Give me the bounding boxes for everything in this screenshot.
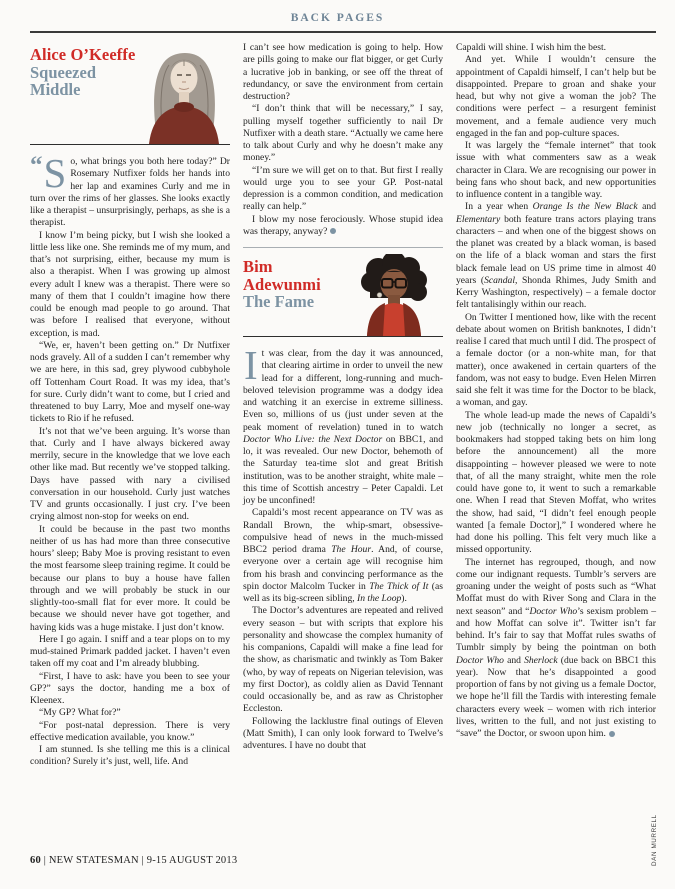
page-number: 60: [30, 855, 41, 866]
paragraph: In a year when Orange Is the New Black and Elementary both feature trans actors playing trans characters – and when one of the biggest shows on the planet was created by a black woman, is based on the life of a black woman and stars the first black female lead on US prime time in almost 40 years (Scandal, Shonda Rhimes, Judy Smith and Kerry Washington, respectively) – a female doctor felt tantalisingly within our reach.: [456, 201, 656, 311]
paragraph: “My GP? What for?”: [39, 707, 121, 719]
paragraph: “First, I have to ask: have you been to see your GP?” says the doctor, handing me a box of Kleenex.: [30, 670, 230, 706]
end-of-article-dot: [330, 228, 336, 234]
paragraph: I am stunned. Is she telling me this is a clinical condition? Surely it’s just, well, life. And: [30, 744, 230, 768]
paragraph: The internet has regrouped, though, and now come our indignant requests. Tumblr’s servers are groaning under the weight of posts such as “What Moffat must do with River Song and Clara in the next season” and “Doctor Who’s sexism problem – and how Moffat can solve it”. Twitter isn’t far behind. It’s fair to say that Moffat rules swaths of Tumblr simply by being the pointman on both Doctor Who and Sherlock (due back on BBC1 this year). Now that he’s disappointed a good proportion of fans by not giving us a female Doctor, we hope he’ll fill the Tardis with interesting female characters every week – women with rich interior lives, written to the full, and not just existing to “save” the Doctor, or swoon upon him.: [456, 556, 656, 739]
article-body: [30, 145, 230, 769]
paragraph: I can’t see how medication is going to help. How are pills going to make our flat bigger, or get Curly a lucrative job in banking, or see off the threat of redundancy, or save the environment from certain destruction?: [243, 42, 443, 102]
column-3: [456, 42, 656, 740]
paragraph: I blow my nose ferociously. Whose stupid idea was therapy, anyway?: [243, 213, 443, 237]
paragraph: On Twitter I mentioned how, like with the recent debate about women on British banknotes, I didn’t realise I cared that much until I did. The prospect of a female doctor (or a non-white man, for that matter), once awakened in certain quarters of the fandom, was not easy to budge. Even Helen Mirren said she felt it was time for the Doctor to be black, a woman, and gay.: [456, 311, 656, 409]
paragraph: “ S o, what brings you both here today?” Dr Rosemary Nutfixer folds her hands into her lap and examines Curly and me in turn over the rims of her glasses. She looks exactly like a therapist – unsurprisingly, perhaps, as she is a therapist.: [30, 150, 230, 229]
masthead-rule: [30, 31, 656, 33]
paragraph: It was clear, from the day it was announced, that clearing airtime in order to unveil the new lead for a different, long-running and much-beloved television programme was a dodgy idea and watching it an exercise in extreme silliness. Even so, millions of us (just under seven at the peak moment of revelation) tuned in to watch Doctor Who Live: the Next Doctor on BBC1, and lo, it was revealed. Our new Doctor, behemoth of the Saturday tea-time slot and great British institution, was to be another straight, white male – this time of Scottish ancestry – Peter Capaldi. Let joy be unconfined!: [243, 342, 443, 506]
publication-date: | NEW STATESMAN | 9-15 AUGUST 2013: [40, 855, 238, 866]
end-of-article-dot: [609, 731, 615, 737]
photo-credit: DAN MURRELL: [651, 814, 658, 866]
section-masthead: BACK PAGES: [290, 12, 385, 24]
paragraph: “We, er, haven’t been getting on.” Dr Nutfixer nods gravely. All of a sudden I can’t remember why we are here, in this sad, grey plywood cubbyhole off Tottenham Court Road. It was my idea, that’s for sure. Curly didn’t want to come, but I cried and threatened to buy Larry, Moe and myself one-way tickets to Rio if he refused.: [30, 339, 230, 425]
paragraph: I know I’m being picky, but I wish she looked a little less like one. She reminds me of my mum, and that’s not surprising, either, because my mum is also a therapist. When I was growing up almost every adult I knew was a therapist. There were so many of them that I couldn’t imagine how there could be enough mad people to go around. That was before I realised that everyone, without exception, is mad.: [30, 229, 230, 339]
paragraph: Capaldi will shine. I wish him the best.: [456, 42, 607, 53]
column-1: [30, 42, 230, 769]
column-title: The Fame: [243, 292, 315, 311]
paragraph: The Doctor’s adventures are repeated and relived every season – but with scripts that explore his personality and showcase the complex humanity of his companions, Capaldi will make a fine lead for the show, as charismatic and twinkly as Tom Baker (who, by way of repeats on Nigerian television, was my first Doctor), as coldly alien as David Tennant could occasionally be, and as raw as Christopher Eccleston.: [243, 605, 443, 715]
paragraph: “I’m sure we will get on to that. But first I really would urge you to see your GP. Post-natal depression is a common condition, and medication really can help.”: [243, 164, 443, 213]
bim-portrait-illustration: [338, 254, 443, 336]
drop-cap: S: [43, 150, 67, 196]
column-title: Squeezed Middle: [30, 62, 96, 99]
article-titles: [243, 254, 338, 336]
column-2: [243, 42, 443, 752]
paragraph: “I don’t think that will be necessary,” I say, pulling myself together sufficiently to nail Dr Nutfixer with a death stare. “Actually we came here to talk about Curly and why he doesn’t make any money.”: [243, 103, 443, 164]
article-header-alice: [30, 42, 230, 144]
paragraph: It could be because in the past two months neither of us has had more than three consecutive hours’ sleep; Baby Moe is proving resistant to even the most fearsome sleep training regime. It could be because our plans to buy a house have fallen through and we will probably be stuck in our slightly-too-small flat for ever more. It could be because we should never have got together, and having kids was a huge mistake. I just don’t know.: [30, 523, 230, 633]
article-titles: [30, 42, 138, 144]
paragraph: Capaldi’s most recent appearance on TV was as Randall Brown, the whip-smart, obsessive-compulsive head of news in the much-missed BBC2 period drama The Hour. And, of course, everyone over a certain age will recognise him from his brash and convincing performance as the spin doctor Malcolm Tucker in The Thick of It (as well as its big-screen sibling, In the Loop).: [243, 507, 444, 604]
paragraph: It’s not that we’ve been arguing. It’s worse than that. Curly and I have always bickered away merrily, secure in the knowledge that we love each other like mad. But recently we’ve stopped talking. Days have passed with nary a civilised conversation in our household. Curly just watches TV and grunts occasionally. I just cry. I’ve been crying almost non-stop for weeks on end.: [30, 425, 230, 523]
paragraph: “For post-natal depression. There is very effective medication available, you know.”: [30, 719, 230, 743]
drop-cap: I: [244, 342, 258, 388]
author-name: Alice O’Keeffe: [30, 45, 136, 64]
paragraph: Here I go again. I sniff and a tear plops on to my mud-stained Primark padded jacket. I haven’t even taken off my coat and I’m already blubbing.: [30, 633, 230, 670]
paragraph: It was largely the “female internet” that took issue with what commenters saw as a weak character in Clara. We are recognising our power in being fans who shout back, and new opportunities to influence content in a tangible way.: [456, 140, 656, 200]
article-header-bim: [243, 248, 443, 336]
alice-portrait-illustration: [138, 42, 230, 144]
page-footer: [30, 855, 237, 866]
paragraph: And yet. While I wouldn’t censure the appointment of Capaldi himself, I can’t help but be disappointed. Prepare to groan and shake your head, but why not give a woman the job? The conditions were perfect – a resurgent feminist movement, and a female audience very much engaged in the fan and pop-culture spaces.: [456, 54, 656, 139]
author-name: Bim Adewunmi: [243, 257, 321, 294]
paragraph: Following the lacklustre final outings of Eleven (Matt Smith), I can only look forward to Twelve’s adventures. I have no doubt that: [243, 715, 443, 751]
pull-quote-mark: “: [30, 152, 41, 179]
paragraph: The whole lead-up made the news of Capaldi’s new job (technically no longer a secret, as bookmakers had stopped taking bets on him long before the announcement) all the more disappointing – however pleased we were to note that, of all the many straight, white men the role could have gone to, it went to such a remarkable one. When I read that Steven Moffat, who writes the show, had said, “I didn’t feel enough people wanted [a female Doctor],” I wondered where he had done his polling. This felt very much like a missed opportunity.: [456, 409, 656, 556]
article-body: [243, 337, 443, 752]
